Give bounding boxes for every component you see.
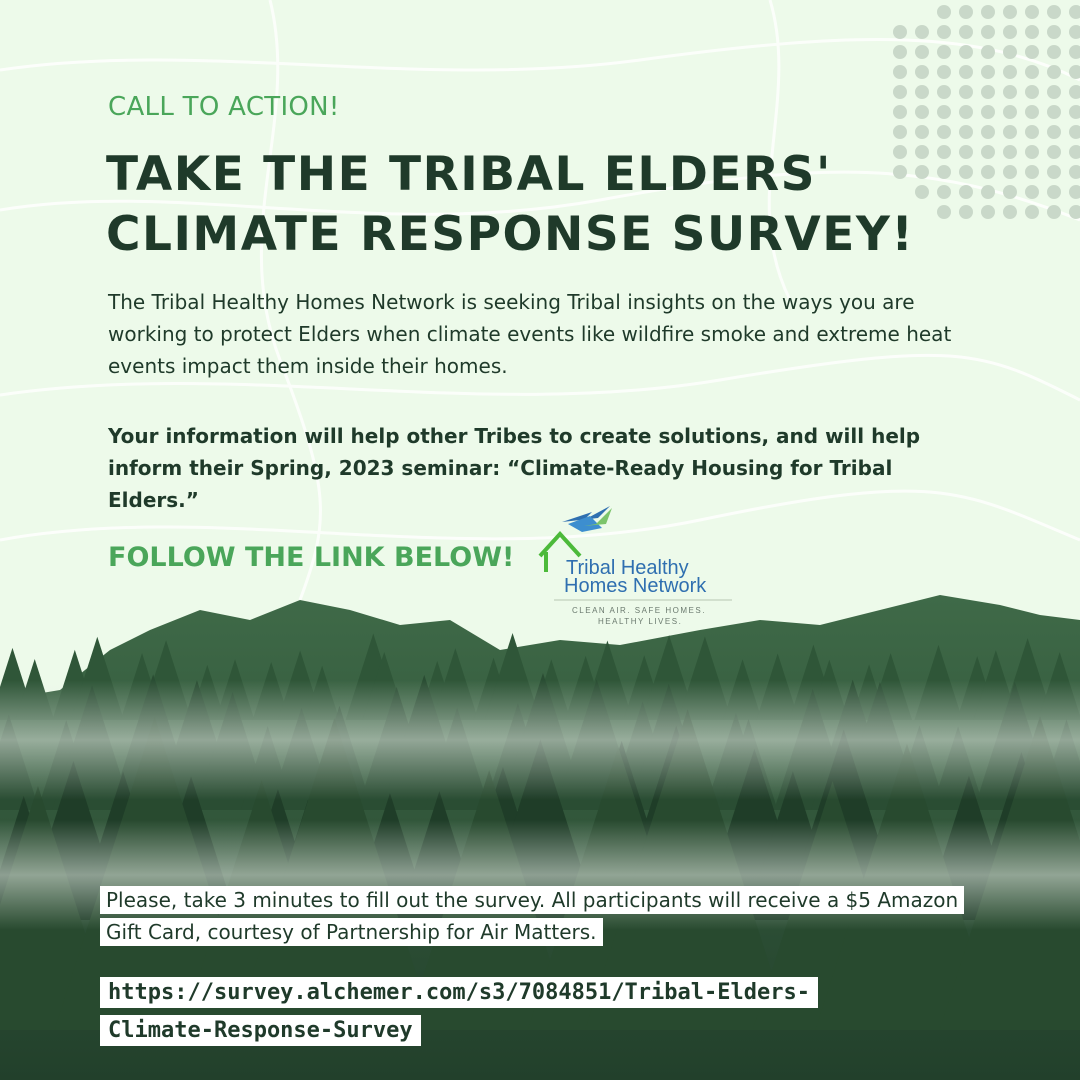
- survey-note-text: Please, take 3 minutes to fill out the survey. All participants will receive a $5 Amazon Gift Card, courtesy of Partnership for Air Matters.: [100, 886, 964, 946]
- intro-paragraph: The Tribal Healthy Homes Network is seeking Tribal insights on the ways you are working to protect Elders when climate events like wildfire smoke and extreme heat events impact them inside their homes.: [108, 290, 952, 378]
- headline: [106, 145, 1006, 265]
- decorative-dot: [1047, 45, 1061, 59]
- decorative-dot: [1025, 205, 1039, 219]
- decorative-dot: [937, 85, 951, 99]
- survey-note: [100, 884, 972, 948]
- decorative-dot: [1069, 105, 1080, 119]
- decorative-dot: [1047, 105, 1061, 119]
- decorative-dot: [959, 45, 973, 59]
- decorative-dot: [937, 25, 951, 39]
- decorative-dot: [915, 125, 929, 139]
- decorative-dot: [1069, 85, 1080, 99]
- emphasis-paragraph: Your information will help other Tribes to create solutions, and will help inform their Spring, 2023 seminar: “Climate-Ready Housing for Tribal Elders.”: [108, 424, 921, 512]
- decorative-dot: [1047, 85, 1061, 99]
- decorative-dot: [893, 45, 907, 59]
- decorative-dot: [959, 25, 973, 39]
- decorative-dot: [1069, 165, 1080, 179]
- decorative-dot: [981, 25, 995, 39]
- decorative-dot: [1069, 145, 1080, 159]
- decorative-dot: [959, 105, 973, 119]
- decorative-dot: [1025, 45, 1039, 59]
- decorative-dot: [1069, 25, 1080, 39]
- decorative-dot: [915, 25, 929, 39]
- logo-line-2: Homes Network: [564, 575, 707, 597]
- decorative-dot: [981, 65, 995, 79]
- headline-line-1: TAKE THE TRIBAL ELDERS': [106, 147, 832, 202]
- decorative-dot: [893, 105, 907, 119]
- decorative-dot: [1069, 65, 1080, 79]
- decorative-dot: [893, 125, 907, 139]
- decorative-dot: [1003, 25, 1017, 39]
- decorative-dot: [1025, 185, 1039, 199]
- decorative-dot: [1047, 125, 1061, 139]
- logo-line-1: Tribal Healthy: [566, 557, 689, 579]
- decorative-dot: [1003, 125, 1017, 139]
- decorative-dot: [959, 125, 973, 139]
- decorative-dot: [937, 65, 951, 79]
- decorative-dot: [1069, 185, 1080, 199]
- decorative-dot: [937, 5, 951, 19]
- logo-tagline-2: HEALTHY LIVES.: [598, 617, 683, 626]
- decorative-dot: [937, 45, 951, 59]
- decorative-dot: [1047, 205, 1061, 219]
- bird-icon: [562, 506, 612, 532]
- decorative-dot: [937, 125, 951, 139]
- decorative-dot: [1047, 165, 1061, 179]
- survey-link[interactable]: [100, 974, 900, 1050]
- call-to-action-label: CALL TO ACTION!: [108, 92, 340, 122]
- decorative-dot: [1003, 85, 1017, 99]
- decorative-dot: [915, 45, 929, 59]
- decorative-dot: [915, 65, 929, 79]
- decorative-dot: [1025, 145, 1039, 159]
- decorative-dot: [1025, 25, 1039, 39]
- decorative-dot: [1003, 105, 1017, 119]
- decorative-dot: [1069, 125, 1080, 139]
- decorative-dot: [981, 85, 995, 99]
- decorative-dot: [1025, 125, 1039, 139]
- decorative-dot: [959, 65, 973, 79]
- decorative-dot: [1069, 5, 1080, 19]
- decorative-dot: [981, 45, 995, 59]
- decorative-dot: [959, 5, 973, 19]
- decorative-dot: [893, 65, 907, 79]
- headline-line-2: CLIMATE RESPONSE SURVEY!: [106, 207, 915, 262]
- decorative-dot: [893, 25, 907, 39]
- decorative-dot: [1003, 65, 1017, 79]
- decorative-dot: [893, 85, 907, 99]
- decorative-dot: [1047, 145, 1061, 159]
- decorative-dot: [1025, 85, 1039, 99]
- decorative-dot: [1025, 5, 1039, 19]
- decorative-dot: [1047, 65, 1061, 79]
- decorative-dot: [915, 85, 929, 99]
- decorative-dot: [937, 105, 951, 119]
- decorative-dot: [1069, 45, 1080, 59]
- decorative-dot: [1003, 5, 1017, 19]
- decorative-dot: [1069, 205, 1080, 219]
- decorative-dot: [1047, 5, 1061, 19]
- decorative-dot: [981, 5, 995, 19]
- decorative-dot: [959, 85, 973, 99]
- decorative-dot: [1003, 45, 1017, 59]
- decorative-dot: [1047, 185, 1061, 199]
- follow-link-label: FOLLOW THE LINK BELOW!: [108, 542, 515, 573]
- decorative-dot: [1025, 65, 1039, 79]
- survey-link-text[interactable]: https://survey.alchemer.com/s3/7084851/Tribal-Elders-Climate-Response-Survey: [100, 977, 818, 1046]
- logo-tagline-1: CLEAN AIR. SAFE HOMES.: [572, 606, 706, 615]
- decorative-dot: [981, 105, 995, 119]
- decorative-dot: [1025, 165, 1039, 179]
- decorative-dot: [915, 105, 929, 119]
- decorative-dot: [1047, 25, 1061, 39]
- decorative-dot: [981, 125, 995, 139]
- decorative-dot: [1025, 105, 1039, 119]
